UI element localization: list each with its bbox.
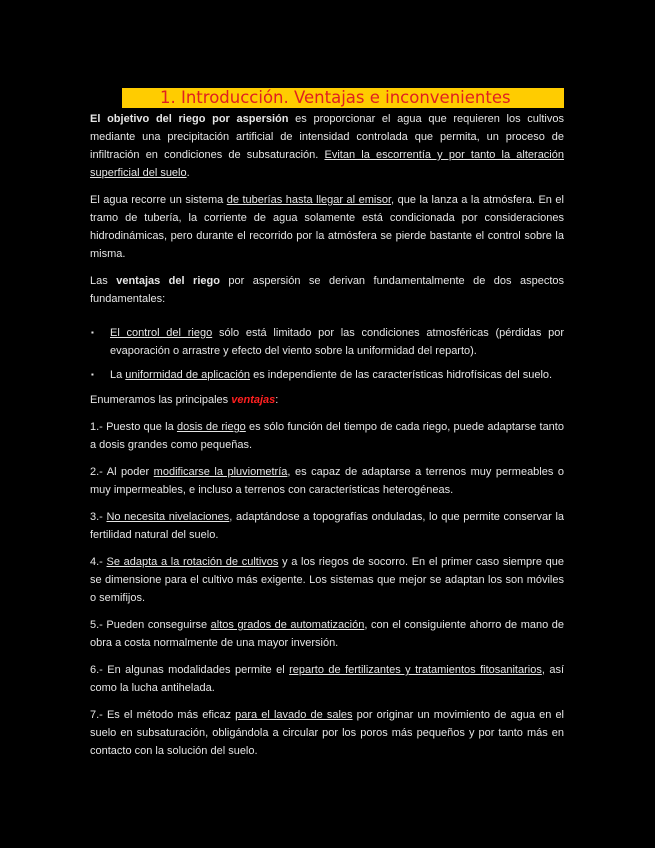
advantage-4-underlined: Se adapta a la rotación de cultivos: [106, 556, 279, 568]
bullet-icon: ▪: [91, 328, 94, 337]
advantage-7: [90, 706, 564, 760]
advantage-6-underlined: reparto de fertilizantes y tratamientos fitosanitarios: [289, 664, 542, 676]
bullet-icon: ▪: [91, 370, 94, 379]
advantage-1-text-1: 1.- Puesto que la: [90, 421, 177, 433]
list-item: [90, 366, 564, 384]
paragraph-advantages-intro: [90, 272, 564, 308]
bullet-1-text: sólo está limitado por las condiciones atmosféricas (pérdidas por evaporación o arrastre y efecto del viento sobre la uniformidad del reparto).: [110, 327, 565, 357]
bullet-list: [90, 324, 564, 384]
advantage-6: [90, 661, 564, 697]
advantage-3: [90, 508, 564, 544]
advantage-5-text-2: , con el consiguiente ahorro de mano de obra a costa normalmente de una mayor inversión.: [90, 619, 564, 649]
advantages-intro-text-2: por aspersión se derivan fundamentalmente de dos aspectos fundamentales:: [90, 275, 564, 305]
advantage-2-text-1: 2.- Al poder: [90, 466, 154, 478]
advantage-4: [90, 553, 564, 607]
list-item: [90, 324, 564, 360]
enumerate-colon: :: [275, 394, 279, 406]
document-body: [90, 110, 564, 769]
enumerate-highlight: ventajas: [231, 394, 276, 406]
advantage-3-text-2: , adaptándose a topografías onduladas, lo que permite conservar la fertilidad natural del suelo.: [90, 511, 565, 541]
advantage-7-text-1: 7.- Es el método más eficaz: [90, 709, 236, 721]
advantage-2: [90, 463, 564, 499]
objective-end: .: [186, 167, 190, 179]
advantage-3-underlined: No necesita nivelaciones: [106, 511, 230, 523]
bullet-2-text-2: es independiente de las características hidrofísicas del suelo.: [250, 369, 553, 381]
objective-underlined: Evitan la escorrentía y por tanto la alteración superficial del suelo: [90, 149, 564, 179]
bullet-2-text-1: La: [110, 369, 126, 381]
advantage-2-text-2: , es capaz de adaptarse a terrenos muy permeables o muy impermeables, e incluso a terrenos con características heterogéneas.: [90, 466, 564, 496]
advantage-1: [90, 418, 564, 454]
advantage-4-text-1: 4.-: [90, 556, 107, 568]
advantage-2-underlined: modificarse la pluviometría: [153, 466, 288, 478]
water-path-text-1: El agua recorre un sistema: [90, 194, 227, 206]
advantage-1-text-2: es sólo función del tiempo de cada riego, puede adaptarse tanto a dosis grandes como pequeñas.: [90, 421, 564, 451]
advantage-1-underlined: dosis de riego: [176, 421, 246, 433]
advantage-3-text-1: 3.-: [90, 511, 107, 523]
enumerate-text: Enumeramos las principales: [90, 394, 232, 406]
advantage-5-underlined: altos grados de automatización: [210, 619, 365, 631]
advantages-intro-text-1: Las: [90, 275, 117, 287]
bullet-1-underlined: El control del riego: [110, 327, 213, 339]
section-title: [122, 88, 564, 108]
objective-term: El objetivo del riego por aspersión: [90, 113, 289, 125]
advantage-7-underlined: para el lavado de sales: [235, 709, 353, 721]
section-title-text: 1. Introducción. Ventajas e inconvenientes: [160, 88, 511, 107]
paragraph-enumerate: [90, 391, 564, 409]
advantage-4-text-2: y a los riegos de socorro. En el primer caso siempre que se dimensione para el cultivo más exigente. Los sistemas que mejor se adaptan los son móviles o semifijos.: [90, 556, 564, 604]
advantage-6-text-1: 6.- En algunas modalidades permite el: [90, 664, 290, 676]
advantage-7-text-2: por originar un movimiento de agua en el suelo en subsaturación, obligándola a circular por los poros más pequeños y por tanto más en contacto con la solución del suelo.: [90, 709, 564, 757]
advantages-term: ventajas del riego: [116, 275, 220, 287]
bullet-2-underlined: uniformidad de aplicación: [125, 369, 251, 381]
advantage-5: [90, 616, 564, 652]
paragraph-water-path: [90, 191, 564, 263]
paragraph-objective: [90, 110, 564, 182]
water-path-underlined: de tuberías hasta llegar al emisor: [226, 194, 392, 206]
objective-text: es proporcionar el agua que requieren los cultivos mediante una precipitación artificial de intensidad controlada que permita, un proceso de infiltración en condiciones de subsaturación.: [90, 113, 564, 161]
advantage-6-text-2: , así como la lucha antihelada.: [90, 664, 565, 694]
advantage-5-text-1: 5.- Pueden conseguirse: [90, 619, 211, 631]
water-path-text-2: , que la lanza a la atmósfera. En el tramo de tubería, la corriente de agua solamente está condicionada por consideraciones hidrodinámicas, pero durante el recorrido por la atmósfera se pierde bastante el control sobre la misma.: [90, 194, 564, 260]
